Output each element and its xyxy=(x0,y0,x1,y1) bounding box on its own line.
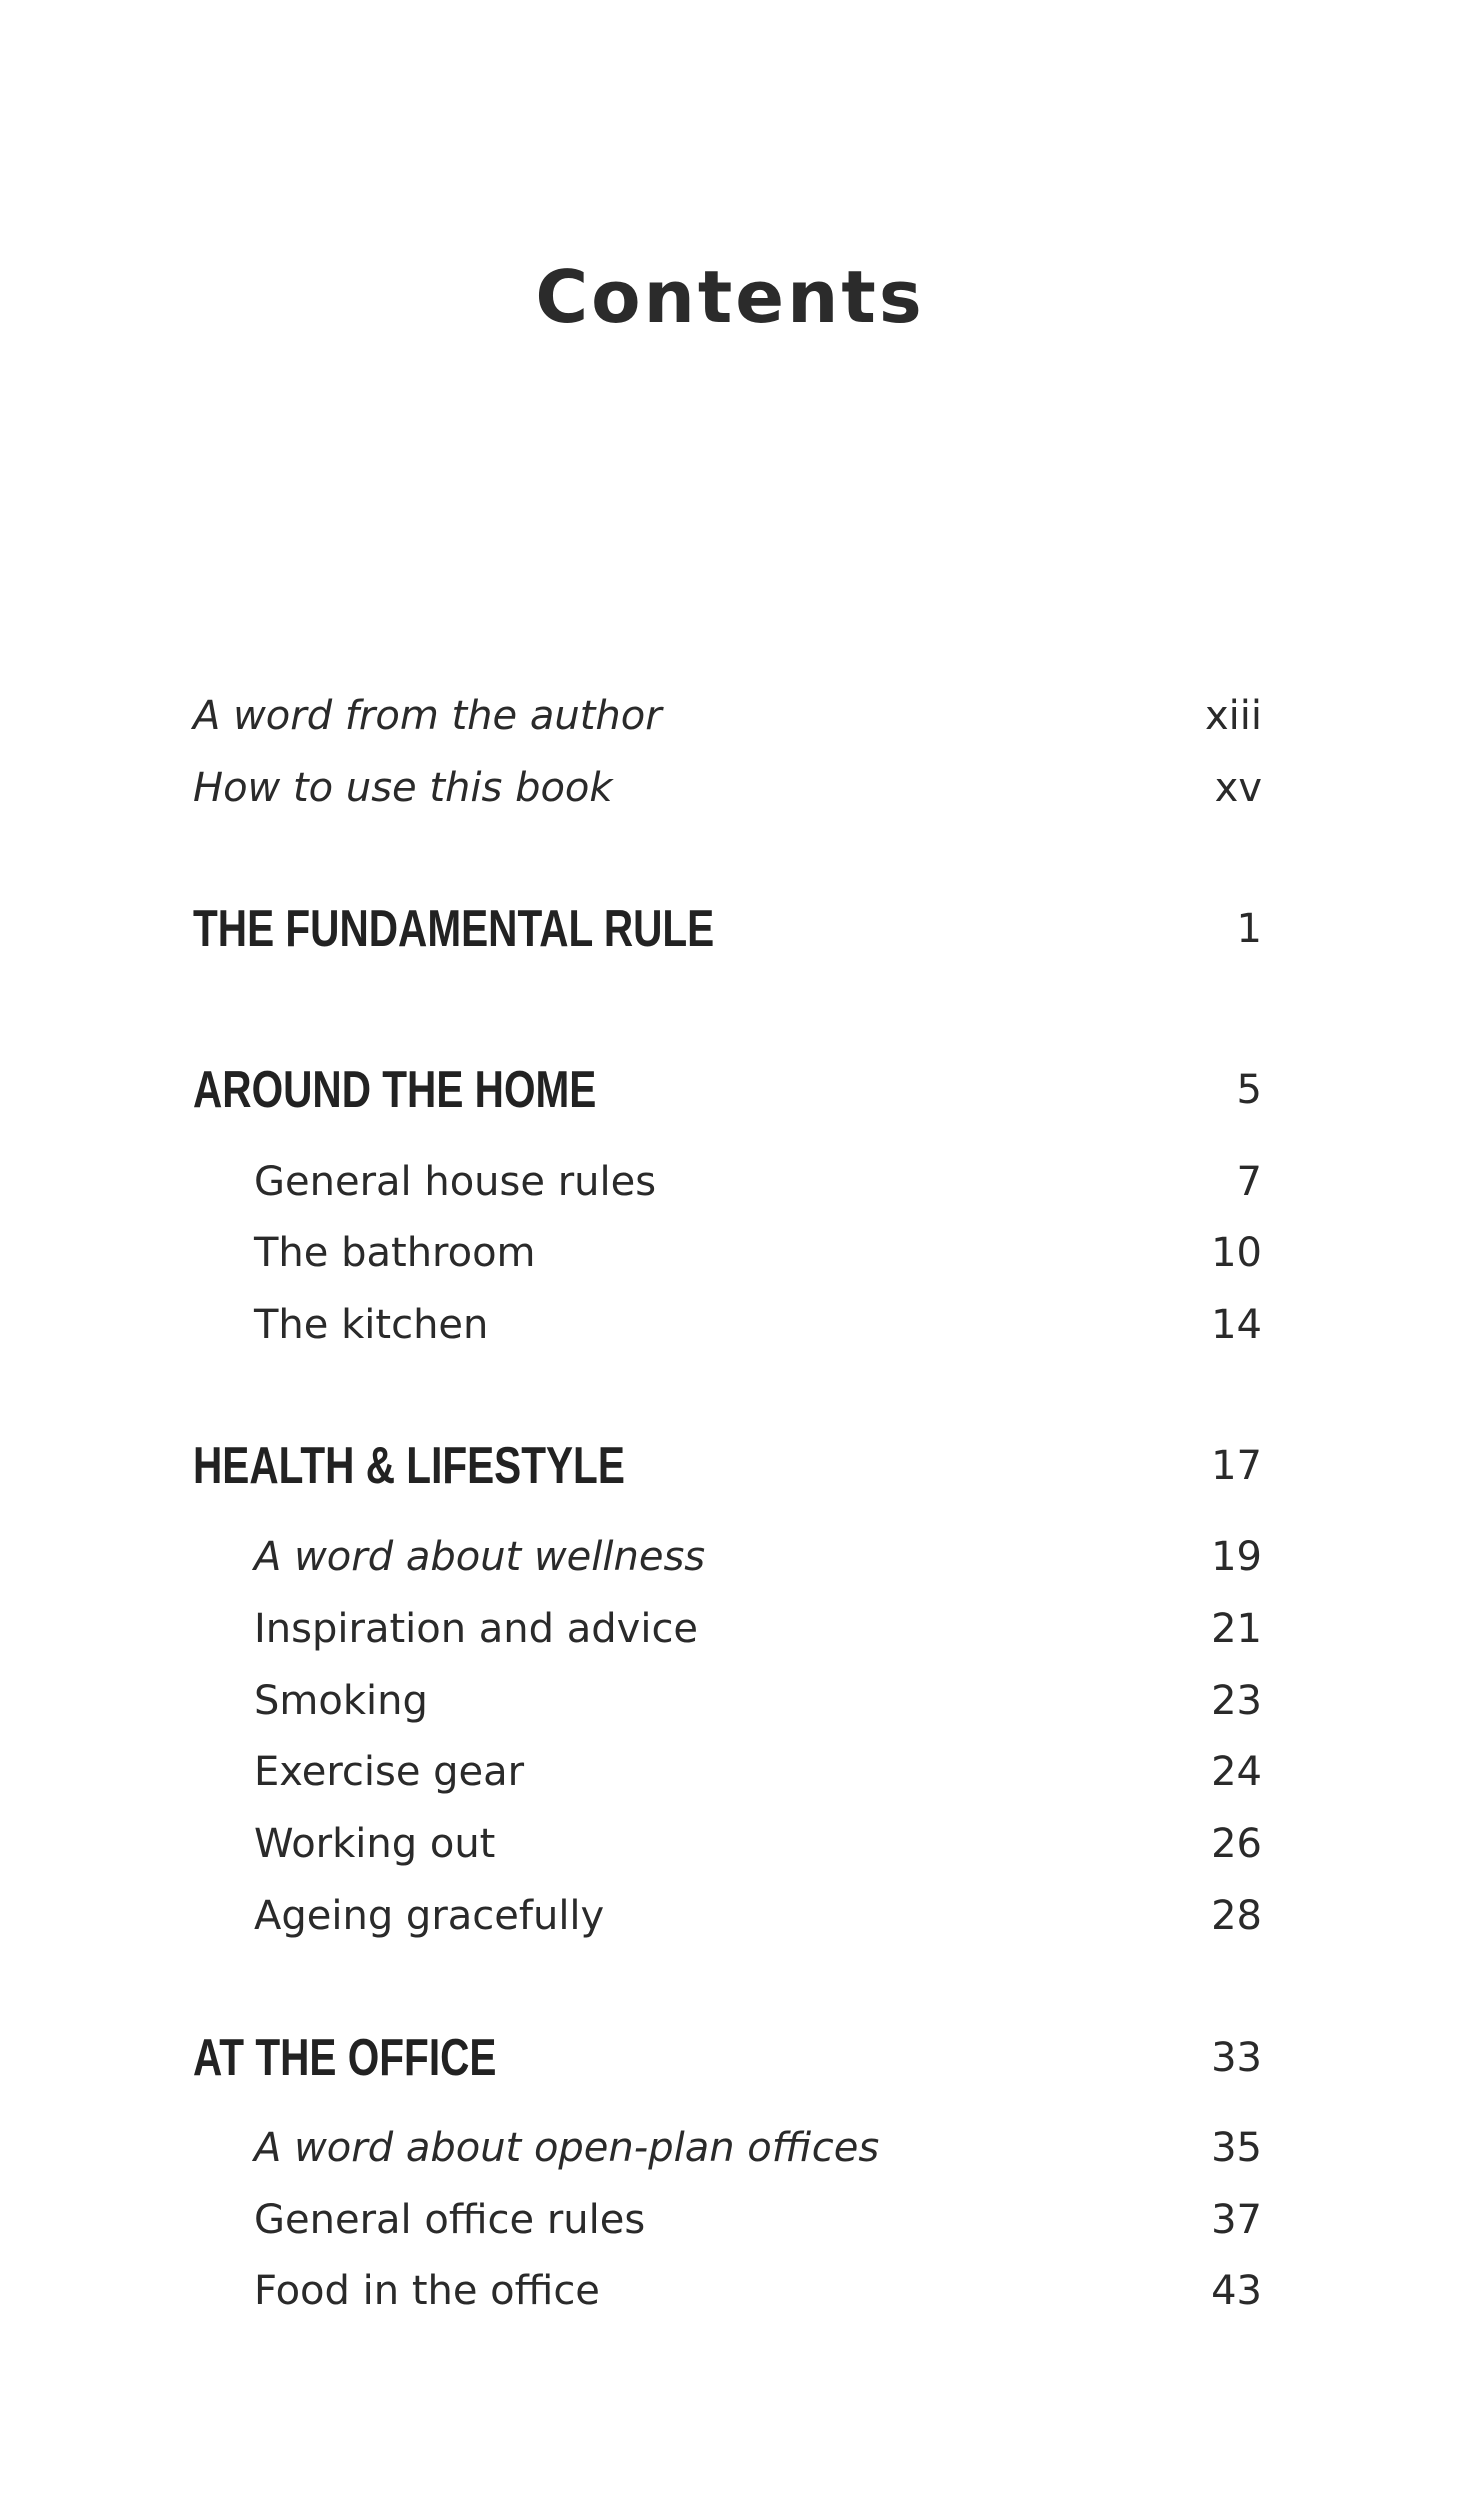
toc-label: General office rules xyxy=(254,2197,646,2243)
toc-entry[interactable] xyxy=(0,2190,1469,2250)
toc-page: 14 xyxy=(1211,1302,1262,1348)
toc-page: xiii xyxy=(1204,693,1262,739)
toc-section[interactable] xyxy=(0,2028,1469,2088)
toc-entry[interactable] xyxy=(0,758,1469,818)
toc-label: Inspiration and advice xyxy=(254,1606,699,1652)
toc-page: 37 xyxy=(1211,2197,1262,2243)
toc-label: How to use this book xyxy=(193,765,613,811)
toc-section-label: AT THE OFFICE xyxy=(193,2029,497,2087)
toc-label: A word from the author xyxy=(193,693,662,739)
toc-page: 19 xyxy=(1211,1534,1262,1580)
toc-page: 5 xyxy=(1236,1067,1262,1113)
toc-label: A word about open-plan offices xyxy=(254,2125,880,2171)
toc-section[interactable] xyxy=(0,1060,1469,1120)
toc-page: 1 xyxy=(1236,906,1262,952)
toc-page: xv xyxy=(1214,765,1262,811)
toc-entry[interactable] xyxy=(0,1527,1469,1587)
toc-section-label: THE FUNDAMENTAL RULE xyxy=(193,900,715,958)
toc-entry[interactable] xyxy=(0,2261,1469,2321)
toc-page: 24 xyxy=(1211,1749,1262,1795)
toc-page: 28 xyxy=(1211,1893,1262,1939)
toc-label: The kitchen xyxy=(254,1302,489,1348)
toc-entry[interactable] xyxy=(0,1295,1469,1355)
toc-section[interactable] xyxy=(0,899,1469,959)
toc-entry[interactable] xyxy=(0,1599,1469,1659)
toc-page: 43 xyxy=(1211,2268,1262,2314)
toc-label: Working out xyxy=(254,1821,496,1867)
toc-section-label: AROUND THE HOME xyxy=(193,1061,597,1119)
toc-entry[interactable] xyxy=(0,2118,1469,2178)
toc-section[interactable] xyxy=(0,1436,1469,1496)
toc-entry[interactable] xyxy=(0,1742,1469,1802)
toc-page: 21 xyxy=(1211,1606,1262,1652)
toc-page: 7 xyxy=(1236,1159,1262,1205)
toc-page: 17 xyxy=(1211,1443,1262,1489)
toc-page: 10 xyxy=(1211,1230,1262,1276)
toc-entry[interactable] xyxy=(0,1814,1469,1874)
toc-label: A word about wellness xyxy=(254,1534,706,1580)
toc-page: 33 xyxy=(1211,2035,1262,2081)
toc-entry[interactable] xyxy=(0,1671,1469,1731)
toc-label: Smoking xyxy=(254,1678,428,1724)
toc-label: The bathroom xyxy=(254,1230,536,1276)
toc-label: General house rules xyxy=(254,1159,657,1205)
toc-label: Exercise gear xyxy=(254,1749,525,1795)
toc-page: 23 xyxy=(1211,1678,1262,1724)
toc-entry[interactable] xyxy=(0,686,1469,746)
toc-page: 26 xyxy=(1211,1821,1262,1867)
toc-label: Food in the office xyxy=(254,2268,600,2314)
page-title: Contents xyxy=(535,255,925,339)
toc-entry[interactable] xyxy=(0,1886,1469,1946)
toc-label: Ageing gracefully xyxy=(254,1893,605,1939)
toc-section-label: HEALTH & LIFESTYLE xyxy=(193,1437,625,1495)
toc-entry[interactable] xyxy=(0,1152,1469,1212)
toc-page: 35 xyxy=(1211,2125,1262,2171)
toc-entry[interactable] xyxy=(0,1223,1469,1283)
